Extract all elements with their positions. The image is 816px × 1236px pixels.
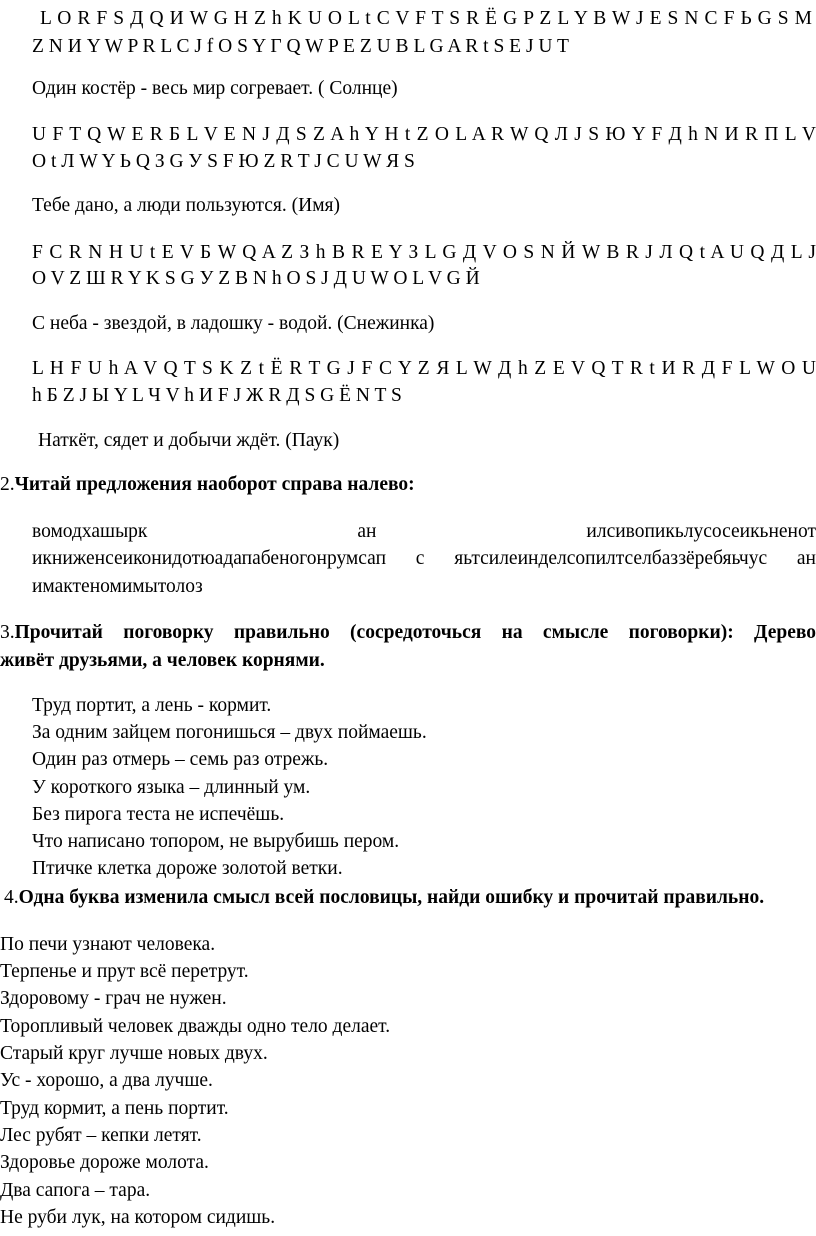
- list-item: Торопливый человек дважды одно тело делает.: [0, 1016, 391, 1037]
- list-item: По печи узнают человека.: [0, 934, 216, 955]
- letter-row: F C R N H U t E V Б W Q A Z З h B R E Y З L G Д V O S N Й W B R J Л Q t A U Q Д L J: [32, 242, 816, 263]
- riddle-text: Наткёт, сядет и добычи ждёт. (Паук): [38, 430, 340, 451]
- letter-row: L O R F S Д Q И W G H Z h K U O L t C V F T S R Ё G P Z L Y B W J E S N C F Ь G S M: [40, 8, 812, 29]
- task-heading: [4, 883, 764, 912]
- letter-row: L H F U h A V Q T S K Z t Ё R T G J F C Y Z Я L W Д h Z E V Q T R t И R Д F L W O U: [32, 358, 816, 379]
- list-item: Два сапога – тара.: [0, 1180, 151, 1201]
- task-title: Одна буква изменила смысл всей пословицы, найди ошибку и прочитай правильно.: [18, 887, 765, 908]
- riddle-text: Один костёр - весь мир согревает. ( Солнце): [32, 78, 398, 99]
- reversed-text-line: икниженсеиконидотюадапабеногонрумсап с яьтсилеинделсопилтселбаззёребяьчус ан: [32, 548, 816, 569]
- reversed-text-line: имактеномимытолоз: [32, 576, 203, 597]
- task-title-continued: живёт друзьями, а человек корнями.: [0, 650, 325, 671]
- list-item: Труд кормит, а пень портит.: [0, 1098, 229, 1119]
- riddle-text: Тебе дано, а люди пользуются. (Имя): [32, 195, 341, 216]
- letter-row: h Б Z J Ы Y L Ч V h И F J Ж R Д S G Ё N T S: [32, 385, 402, 406]
- list-item: Старый круг лучше новых двух.: [0, 1043, 268, 1064]
- list-item: Не руби лук, на котором сидишь.: [0, 1207, 276, 1228]
- task-title: Читай предложения наоборот справа налево:: [14, 474, 415, 495]
- list-item: Здоровье дороже молота.: [0, 1152, 209, 1173]
- list-item: Лес рубят – кепки летят.: [0, 1125, 202, 1146]
- task-number: 2.: [0, 474, 15, 495]
- riddle-text: С неба - звездой, в ладошку - водой. (Снежинка): [32, 313, 435, 334]
- task-heading: [0, 618, 816, 647]
- reversed-text-line: [32, 517, 816, 546]
- task-number: 4.: [4, 887, 19, 908]
- reversed-word: вомодхашырк: [32, 521, 148, 542]
- list-item: Здоровому - грач не нужен.: [0, 988, 227, 1009]
- list-item: Птичке клетка дороже золотой ветки.: [32, 858, 343, 879]
- list-item: Что написано топором, не вырубишь пером.: [32, 831, 400, 852]
- list-item: За одним зайцем погонишься – двух поймаешь.: [32, 722, 427, 743]
- list-item: Терпенье и прут всё перетрут.: [0, 961, 249, 982]
- letter-row: Z N И Y W P R L C J f O S Y Г Q W P E Z U B L G A R t S E J U T: [32, 36, 569, 57]
- list-item: Ус - хорошо, а два лучше.: [0, 1070, 213, 1091]
- letter-row: O t Л W Y Ь Q З G У S F Ю Z R T J C U W Я S: [32, 151, 415, 172]
- list-item: Один раз отмерь – семь раз отрежь.: [32, 749, 329, 770]
- list-item: Без пирога теста не испечёшь.: [32, 804, 285, 825]
- task-heading: [0, 470, 415, 499]
- letter-row: O V Z Ш R Y K S G У Z B N h O S J Д U W O L V G Й: [32, 268, 480, 289]
- reversed-word: ан: [357, 521, 377, 542]
- letter-row: U F T Q W E R Б L V E N J Д S Z A h Y H t Z O L A R W Q Л J S Ю Y F Д h N И R П L V: [32, 124, 816, 145]
- list-item: Труд портит, а лень - кормит.: [32, 695, 272, 716]
- task-number: 3.: [0, 622, 15, 643]
- list-item: У короткого языка – длинный ум.: [32, 777, 311, 798]
- task-title: Прочитай поговорку правильно (сосредоточься на смысле поговорки): Дерево: [14, 622, 816, 643]
- reversed-word: илсивопикьлусосеикьненот: [586, 521, 816, 542]
